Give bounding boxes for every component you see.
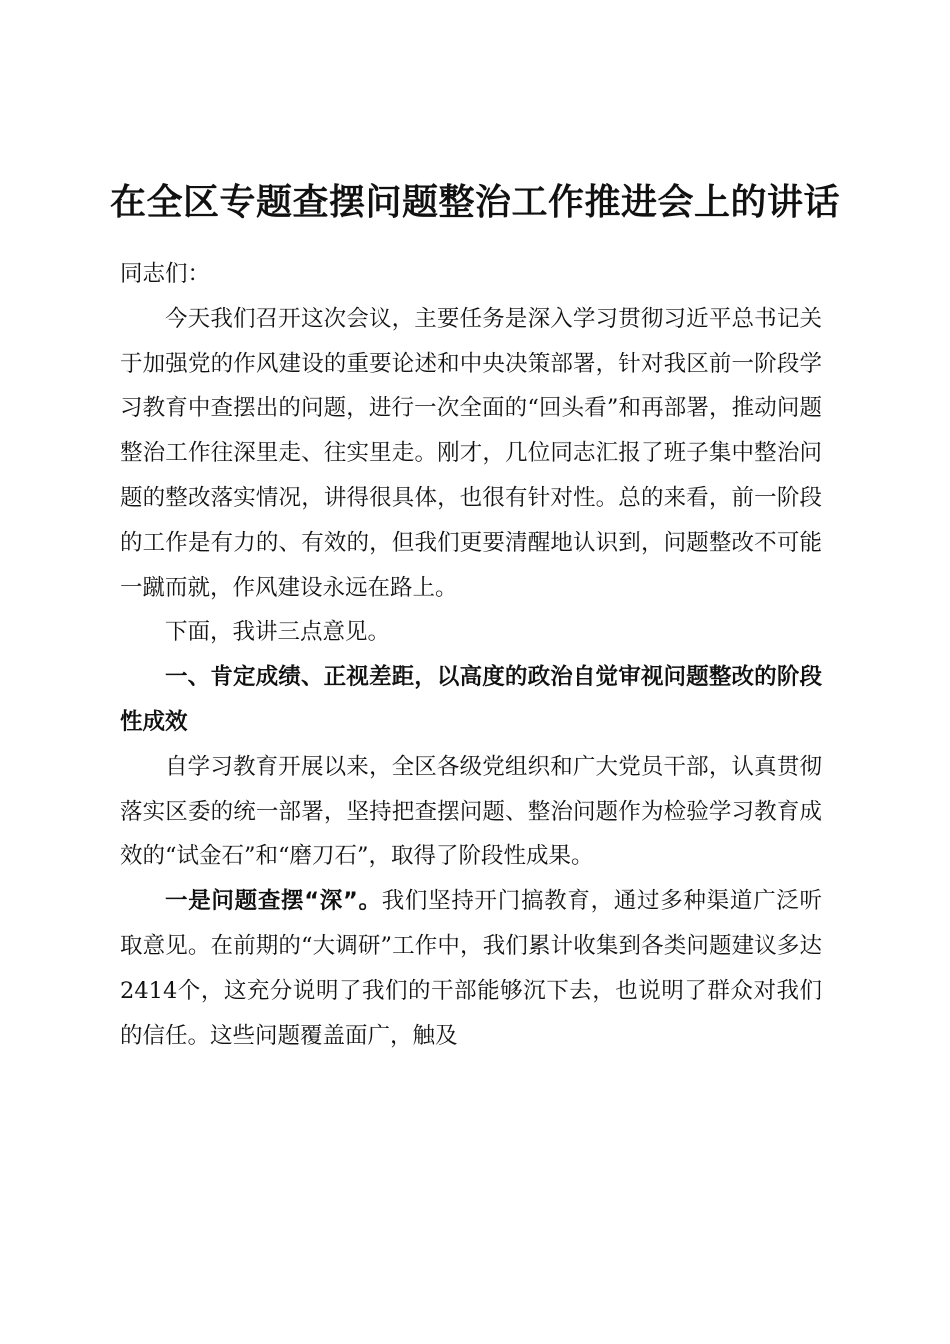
point-1-lead: 一是问题查摆“深”。 xyxy=(165,888,382,915)
document-body xyxy=(120,252,822,1058)
paragraph-point-1 xyxy=(120,879,822,1058)
section-heading-1: 一、肯定成绩、正视差距，以高度的政治自觉审视问题整改的阶段性成效 xyxy=(120,664,822,735)
paragraph-section-1-intro: 自学习教育开展以来，全区各级党组织和广大党员干部，认真贯彻落实区委的统一部署，坚持把查摆问题、整治问题作为检验学习教育成效的“试金石”和“磨刀石”，取得了阶段性成果。 xyxy=(120,753,822,870)
point-1-text: 我们坚持开门搞教育，通过多种渠道广泛听取意见。在前期的“大调研”工作中，我们累计收集到各类问题建议多达2414个，这充分说明了我们的干部能够沉下去，也说明了群众对我们的信任。这些问题覆盖面广，触及 xyxy=(120,888,822,1049)
paragraph-transition: 下面，我讲三点意见。 xyxy=(165,619,391,646)
paragraph-opening: 今天我们召开这次会议，主要任务是深入学习贯彻习近平总书记关于加强党的作风建设的重要论述和中央决策部署，针对我区前一阶段学习教育中查摆出的问题，进行一次全面的“回头看”和再部署，推动问题整治工作往深里走、往实里走。刚才，几位同志汇报了班子集中整治问题的整改落实情况，讲得很具体，也很有针对性。总的来看，前一阶段的工作是有力的、有效的，但我们更要清醒地认识到，问题整改不可能一蹴而就，作风建设永远在路上。 xyxy=(120,305,822,601)
salutation: 同志们： xyxy=(120,261,211,287)
document-title: 在全区专题查摆问题整治工作推进会上的讲话 xyxy=(109,181,840,223)
